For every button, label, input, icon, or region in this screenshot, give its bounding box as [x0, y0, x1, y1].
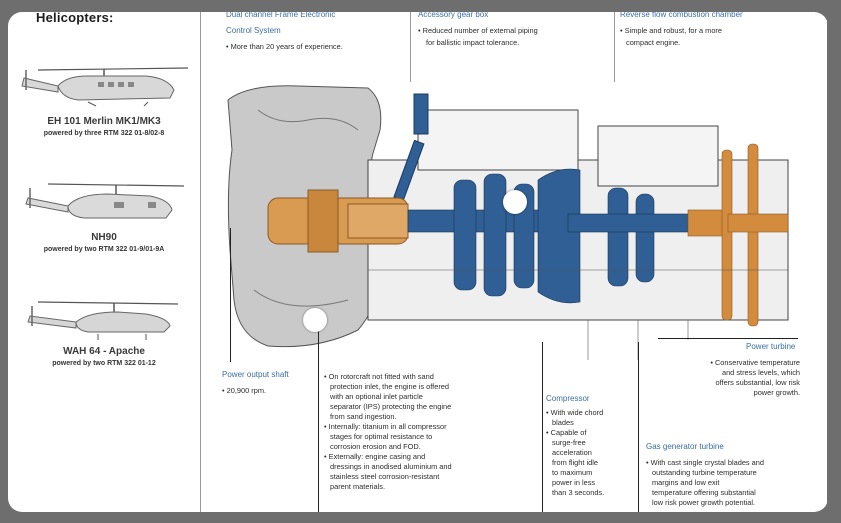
power-turbine-text-block — [676, 358, 800, 398]
text-line: parent materials. — [330, 482, 386, 491]
text-line: acceleration — [552, 448, 592, 457]
accessory-gearbox-text: • Reduced number of external piping — [418, 26, 538, 35]
document-frame — [8, 12, 828, 512]
nh90-helicopter-icon — [18, 172, 190, 232]
text-line: low risk power growth potential. — [652, 498, 756, 507]
hotspot-marker[interactable] — [503, 190, 527, 214]
control-system-subheading: Control System — [226, 26, 281, 35]
helicopters-title: Helicopters: — [36, 12, 114, 25]
text-line: corrosion erosion and FOD. — [330, 442, 421, 451]
heli-engine-info: powered by two RTM 322 01-12 — [52, 360, 156, 367]
text-line: with an optional inlet particle — [330, 392, 423, 401]
text-line: surge-free — [552, 438, 586, 447]
power-turbine-heading: Power turbine — [746, 342, 796, 351]
text-line: from flight idle — [552, 458, 599, 467]
hotspot-marker[interactable] — [303, 308, 327, 332]
heli-engine-info: powered by three RTM 322 01-8/02-8 — [43, 130, 165, 137]
eh101-helicopter-icon — [18, 56, 190, 116]
text-line: blades — [552, 418, 574, 427]
apache-helicopter-icon — [18, 288, 190, 348]
text-line: outstanding turbine temperature — [652, 468, 757, 477]
text-line: protection inlet, the engine is offered — [330, 382, 450, 391]
heli-engine-info: powered by two RTM 322 01-9/01-9A — [43, 246, 165, 253]
text-line: • Internally: titanium in all compressor — [324, 422, 447, 431]
rotorcraft-text-block — [324, 372, 524, 492]
compressor-heading: Compressor — [546, 394, 590, 403]
text-line: offers substantial, low risk — [715, 378, 800, 387]
brochure-page — [8, 12, 828, 512]
helicopter-column — [8, 12, 200, 512]
text-line: • Capable of — [546, 428, 587, 437]
leader-line — [658, 338, 798, 339]
gas-generator-heading: Gas generator turbine — [646, 442, 724, 451]
text-line: power growth. — [753, 388, 800, 397]
heli-name: WAH 64 - Apache — [63, 346, 145, 357]
text-line: from sand ingestion. — [330, 412, 397, 421]
text-line: power in less — [552, 478, 596, 487]
accessory-gearbox-text: for ballistic impact tolerance. — [426, 38, 520, 47]
text-line: and stress levels, which — [721, 368, 800, 377]
accessory-gearbox-heading: Accessory gear box — [418, 12, 489, 19]
text-line: • Externally: engine casing and — [324, 452, 426, 461]
text-line: • Conservative temperature — [710, 358, 800, 367]
text-line: than 3 seconds. — [552, 488, 605, 497]
leader-line — [638, 342, 639, 512]
text-line: temperature offering substantial — [652, 488, 756, 497]
heli-name: NH90 — [91, 232, 117, 243]
text-line: dressings in anodised aluminium and — [330, 462, 452, 471]
text-line: • With wide chord — [546, 408, 604, 417]
control-system-text: • More than 20 years of experience. — [226, 42, 343, 51]
text-line: • With cast single crystal blades and — [646, 458, 765, 467]
heli-name: EH 101 Merlin MK1/MK3 — [47, 116, 161, 127]
compressor-text-block — [546, 408, 626, 498]
power-output-shaft-heading: Power output shaft — [222, 370, 289, 379]
gas-generator-text-block — [646, 458, 806, 508]
column-divider — [200, 12, 201, 512]
text-line: separator (IPS) protecting the engine — [330, 402, 452, 411]
frame-edge — [827, 0, 841, 523]
text-line: to maximum — [552, 468, 593, 477]
text-line: stainless steel corrosion-resistant — [330, 472, 440, 481]
rtm322-engine-cutaway — [208, 70, 808, 362]
text-line: margins and low exit — [652, 478, 720, 487]
text-line: stages for optimal resistance to — [330, 432, 433, 441]
control-system-heading: Dual channel Frame Electronic — [226, 12, 336, 19]
power-output-shaft-text: • 20,900 rpm. — [222, 386, 267, 395]
leader-line — [318, 312, 319, 512]
combustion-chamber-text: • Simple and robust, for a more — [620, 26, 722, 35]
combustion-chamber-text: compact engine. — [626, 38, 681, 47]
leader-line — [230, 228, 231, 362]
text-line: • On rotorcraft not fitted with sand — [324, 372, 434, 381]
combustion-chamber-heading: Reverse flow combustion chamber — [620, 12, 743, 19]
leader-line — [542, 342, 543, 512]
